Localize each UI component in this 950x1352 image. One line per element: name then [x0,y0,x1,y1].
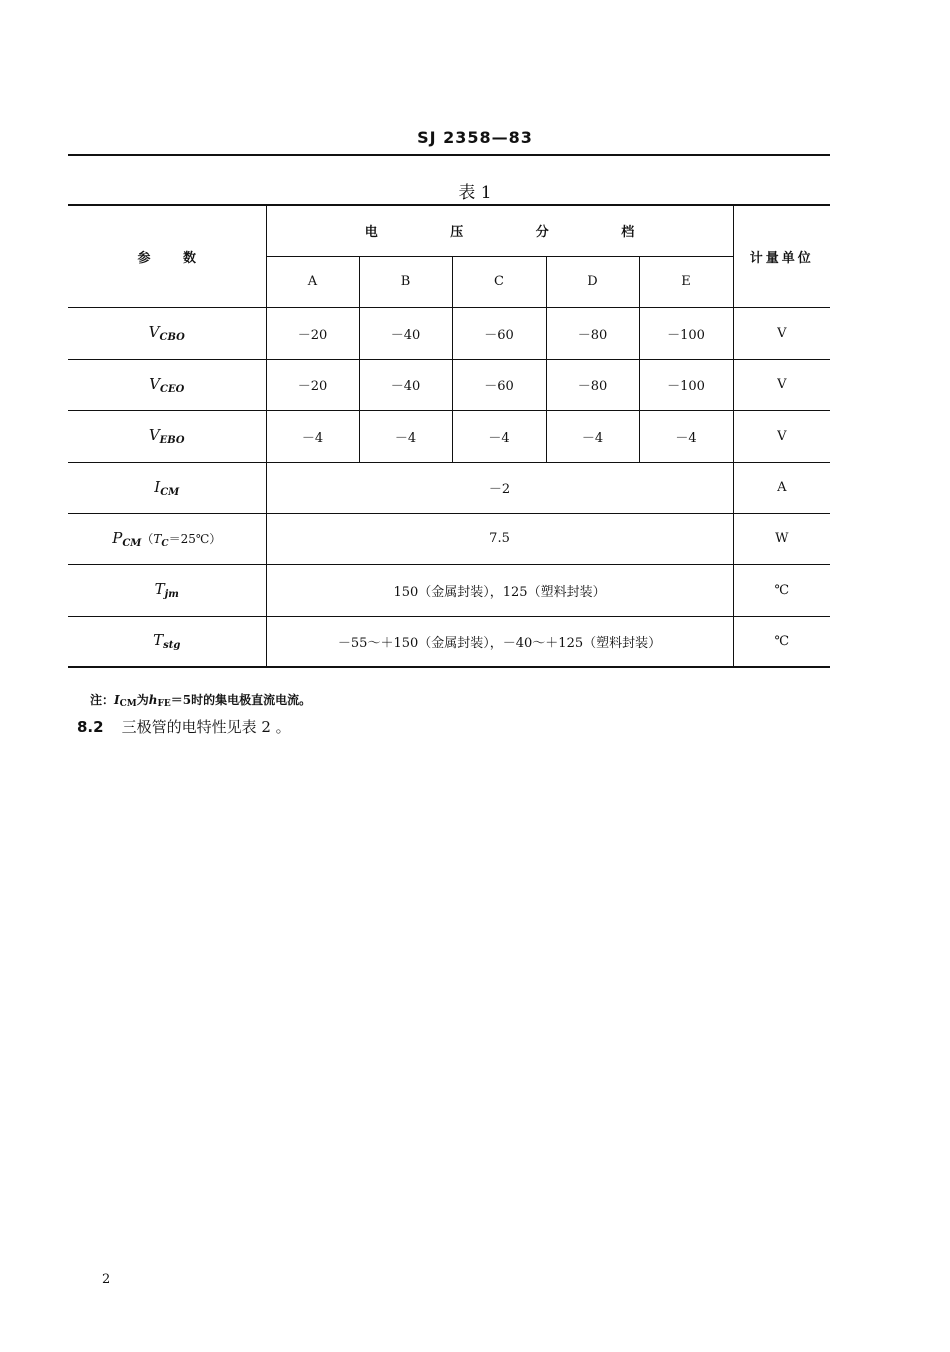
section-text: 三极管的电特性见表 2 。 [121,718,291,736]
table-row [68,564,830,616]
value-cell: －40 [359,359,452,410]
value-cell: －100 [639,359,733,410]
value-cell: －4 [452,410,546,462]
value-cell: －40 [359,307,452,359]
param-cell: $V_{CBO}$ [68,307,266,359]
merged-value-cell: －55～＋150（金属封装），－40～＋125（塑料封装） [266,616,733,667]
value-cell: －20 [266,307,359,359]
value-cell: －20 [266,359,359,410]
unit-cell: V [733,307,830,359]
table-row [68,307,830,359]
table-row [68,410,830,462]
merged-value-cell: －2 [266,462,733,513]
value-cell: －4 [639,410,733,462]
voltage-group-header: 电 压 分 档 [266,205,733,256]
section-8-2 [77,716,291,737]
spec-table [68,204,830,668]
param-cell: $T_{stg}$ [68,616,266,667]
column-header: E [639,256,733,307]
table-note: 注：$I_{CM}$为$h_{FE}=5$时的集电极直流电流。 [90,693,312,709]
header-rule [68,154,830,156]
table-row [68,462,830,513]
value-cell: －4 [546,410,639,462]
column-header: D [546,256,639,307]
param-cell: $V_{CEO}$ [68,359,266,410]
section-number: 8.2 [77,718,104,736]
param-cell: $P_{CM}(T_C=25℃)$ [68,513,266,564]
param-cell: $I_{CM}$ [68,462,266,513]
unit-header: 计量单位 [733,205,830,307]
table-header-row [68,205,830,256]
unit-cell: V [733,359,830,410]
unit-cell: V [733,410,830,462]
value-cell: －80 [546,307,639,359]
merged-value-cell: 150（金属封装），125（塑料封装） [266,564,733,616]
document-code: SJ 2358—83 [417,128,533,147]
condition: $(T_C=25℃)$ [141,531,222,549]
page-number: 2 [102,1272,111,1287]
param-cell: $T_{jm}$ [68,564,266,616]
value-cell: －60 [452,307,546,359]
table-title: 表 1 [458,183,492,203]
table-row [68,616,830,667]
param-header: 参 数 [68,205,266,307]
column-header: B [359,256,452,307]
value-cell: －4 [266,410,359,462]
unit-cell: W [733,513,830,564]
value-cell: －4 [359,410,452,462]
unit-cell: ℃ [733,564,830,616]
merged-value-cell: 7.5 [266,513,733,564]
unit-cell: A [733,462,830,513]
column-header: A [266,256,359,307]
column-header: C [452,256,546,307]
param-cell: $V_{EBO}$ [68,410,266,462]
value-cell: －80 [546,359,639,410]
value-cell: －100 [639,307,733,359]
value-cell: －60 [452,359,546,410]
table-row [68,513,830,564]
unit-cell: ℃ [733,616,830,667]
table-row [68,359,830,410]
